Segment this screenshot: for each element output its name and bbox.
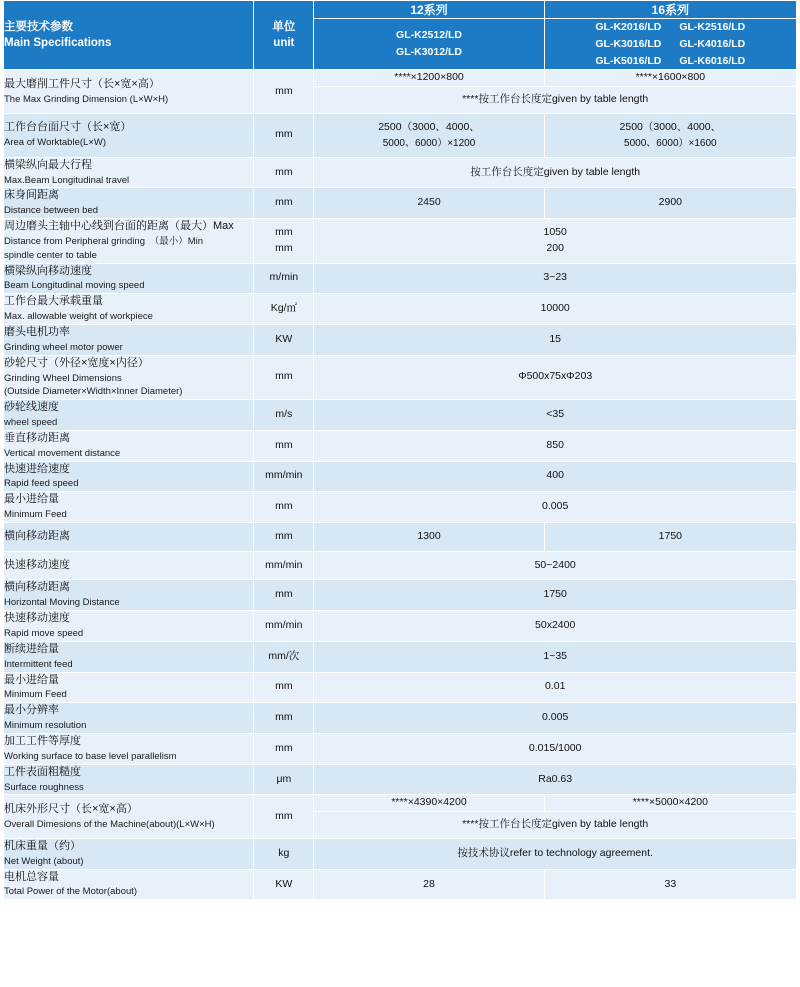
value-cell-shared: 10000 — [314, 294, 797, 325]
model-name: GL-K2016/LD — [595, 21, 662, 33]
parameter-name-cell — [4, 580, 254, 611]
unit-cell: mm — [254, 492, 314, 523]
parameter-name-cell — [4, 324, 254, 355]
parameter-name-cn: 加工工件等厚度 — [4, 734, 81, 747]
value-cell-shared: 0.01 — [314, 672, 797, 703]
value-cell-16-series: 2900 — [544, 188, 796, 219]
parameter-name-cell — [4, 157, 254, 188]
value-cell-12-series: 1300 — [314, 522, 544, 551]
parameter-name-en-2: (Outside Diameter×Width×Inner Diameter) — [4, 386, 183, 398]
value-cell-shared: 50~2400 — [314, 551, 797, 580]
parameter-name-en: Working surface to base level parallelism — [4, 750, 177, 762]
table-row — [4, 355, 797, 399]
unit-cell: mm — [254, 580, 314, 611]
parameter-name-cn: 机床外形尺寸（长×宽×高） — [4, 802, 138, 815]
value-cell-16-series: ****×5000×4200 — [544, 795, 796, 812]
unit-cell: KW — [254, 324, 314, 355]
table-row — [4, 733, 797, 764]
table-row — [4, 157, 797, 188]
parameter-name-cell — [4, 263, 254, 294]
model-name-row — [545, 19, 796, 36]
table-row — [4, 551, 797, 580]
parameter-name-en: Grinding wheel motor power — [4, 341, 123, 353]
unit-cell: mm — [254, 70, 314, 114]
parameter-name-cn: 断续进给量 — [4, 642, 59, 655]
model-name: GL-K3012/LD — [396, 46, 462, 59]
unit-cell: m/s — [254, 400, 314, 431]
header-main-specifications — [4, 1, 254, 70]
value-cell-shared: 按工作台长度定given by table length — [314, 157, 797, 188]
parameter-name-cell — [4, 672, 254, 703]
parameter-name-cell — [4, 430, 254, 461]
model-name: GL-K2512/LD — [396, 29, 462, 42]
unit-cell: μm — [254, 764, 314, 795]
parameter-name-en: Rapid feed speed — [4, 478, 79, 490]
table-row — [4, 461, 797, 492]
parameter-name-cell — [4, 113, 254, 157]
value-line-max: 1050 — [543, 226, 567, 239]
parameter-name-en-2: spindle center to table — [4, 249, 97, 261]
table-row — [4, 324, 797, 355]
value-line-min: 200 — [546, 241, 564, 254]
model-name-row — [545, 53, 796, 70]
table-row — [4, 611, 797, 642]
parameter-name-cn: 横梁纵向最大行程 — [4, 158, 92, 171]
parameter-name-cn: 电机总容量 — [4, 870, 59, 883]
header-param-cn: 主要技术参数 — [4, 20, 73, 33]
parameter-name-en: Distance from Peripheral grinding （最小）Min — [4, 235, 204, 247]
value-cell-shared: 1750 — [314, 580, 797, 611]
parameter-name-en: Minimum Feed — [4, 509, 67, 521]
header-unit-cn: 单位 — [272, 20, 296, 33]
parameter-name-cell — [4, 764, 254, 795]
value-cell-12-series: 28 — [314, 869, 544, 900]
parameter-name-cell — [4, 188, 254, 219]
parameter-name-en: Max.Beam Longitudinal travel — [4, 174, 130, 186]
table-row — [4, 672, 797, 703]
parameter-name-cell — [4, 492, 254, 523]
table-row — [4, 430, 797, 461]
table-row — [4, 703, 797, 734]
parameter-name-en: Rapid move speed — [4, 628, 84, 640]
value-cell-12-series: 2500（3000、4000、 5000、6000）×1200 — [314, 113, 544, 157]
parameter-name-cn: 快速移动速度 — [4, 558, 70, 571]
unit-cell: mm/次 — [254, 641, 314, 672]
value-cell-12-series: ****×4390×4200 — [314, 795, 544, 812]
parameter-name-cell — [4, 522, 254, 551]
model-name: GL-K5016/LD — [595, 54, 662, 67]
parameter-name-en: Max. allowable weight of workpiece — [4, 311, 153, 323]
value-cell-shared — [314, 219, 797, 263]
parameter-name-en: Distance between bed — [4, 205, 99, 217]
value-cell-shared: 50x2400 — [314, 611, 797, 642]
header-unit — [254, 1, 314, 70]
unit-cell: mm — [254, 672, 314, 703]
parameter-name-cell — [4, 294, 254, 325]
table-row — [4, 795, 797, 812]
value-cell-16-series-line2: 5000、6000）×1600 — [624, 137, 717, 149]
unit-cell: kg — [254, 838, 314, 869]
unit-cell: mm — [254, 733, 314, 764]
unit-cell: mm — [254, 522, 314, 551]
table-body — [4, 70, 797, 900]
value-cell-shared: 15 — [314, 324, 797, 355]
unit-cell: mm/min — [254, 611, 314, 642]
unit-cell: mm — [254, 703, 314, 734]
header-models-16 — [544, 19, 796, 70]
parameter-name-cn: 最小进给量 — [4, 673, 59, 686]
parameter-name-cn: 横梁纵向移动速度 — [4, 264, 92, 277]
model-name: GL-K3016/LD — [595, 37, 662, 50]
parameter-name-en: Area of Worktable(L×W) — [4, 137, 106, 149]
value-cell-16-series: 2500（3000、4000、 5000、6000）×1600 — [544, 113, 796, 157]
model-name: GL-K4016/LD — [679, 37, 746, 50]
unit-cell: mm — [254, 355, 314, 399]
table-row — [4, 580, 797, 611]
parameter-name-cn: 机床重量（约） — [4, 839, 81, 852]
parameter-name-cn: 最小分辨率 — [4, 704, 59, 717]
parameter-name-cell — [4, 838, 254, 869]
parameter-name-en: Grinding Wheel Dimensions — [4, 372, 122, 384]
unit-cell: mm/min — [254, 551, 314, 580]
value-cell-12-series-line2: 5000、6000）×1200 — [382, 137, 476, 149]
parameter-name-cn: 最小进给量 — [4, 493, 59, 506]
header-series-12: 12系列 — [314, 1, 544, 19]
unit-cell: mm — [254, 795, 314, 839]
parameter-name-cn: 砂轮尺寸（外径×宽度×内径） — [4, 356, 149, 369]
table-row — [4, 869, 797, 900]
model-name-row — [545, 36, 796, 53]
parameter-name-en: Horizontal Moving Distance — [4, 597, 120, 609]
parameter-name-cn: 横向移动距离 — [4, 529, 70, 542]
value-cell-16-series: 1750 — [544, 522, 796, 551]
parameter-name-cn: 工作台最大承载重量 — [4, 295, 103, 308]
header-models-12 — [314, 19, 544, 70]
unit-cell — [254, 219, 314, 263]
parameter-name-cn: 砂轮线速度 — [4, 401, 59, 414]
table-row — [4, 113, 797, 157]
unit-cell: mm — [254, 188, 314, 219]
parameter-name-cell — [4, 551, 254, 580]
table-row — [4, 522, 797, 551]
value-cell-shared: 按技术协议refer to technology agreement. — [314, 838, 797, 869]
specifications-table — [3, 0, 797, 900]
model-name-row — [314, 27, 543, 44]
unit-cell: mm — [254, 157, 314, 188]
unit-cell: KW — [254, 869, 314, 900]
value-cell-shared: 0.005 — [314, 492, 797, 523]
unit-cell: mm — [254, 430, 314, 461]
parameter-name-en: Minimum Feed — [4, 689, 67, 701]
unit-cell: Kg/㎡ — [254, 294, 314, 325]
model-name: GL-K6016/LD — [679, 54, 746, 67]
header-row-titles — [4, 1, 797, 19]
parameter-name-cell — [4, 611, 254, 642]
parameter-name-cn: 最大磨削工件尺寸（长×宽×高） — [4, 77, 160, 90]
unit-cell: mm/min — [254, 461, 314, 492]
value-cell-shared: 0.015/1000 — [314, 733, 797, 764]
parameter-name-cn: 快速进给速度 — [4, 462, 70, 475]
header-param-en: Main Specifications — [4, 37, 112, 50]
parameter-name-cell — [4, 355, 254, 399]
table-row — [4, 70, 797, 87]
parameter-name-cn: 周边磨头主轴中心线到台面的距离（最大）Max — [4, 220, 234, 233]
unit-value: mm — [275, 226, 293, 239]
parameter-name-cn: 工件表面粗糙度 — [4, 765, 81, 778]
model-name: GL-K2516/LD — [679, 21, 746, 33]
parameter-name-cn: 磨头电机功率 — [4, 325, 70, 338]
header-unit-en: unit — [273, 37, 295, 50]
unit-value-2: mm — [275, 241, 293, 254]
parameter-name-en: The Max Grinding Dimension (L×W×H) — [4, 93, 169, 105]
parameter-name-en: Total Power of the Motor(about) — [4, 886, 138, 898]
value-note: ****按工作台长度定given by table length — [314, 87, 797, 114]
parameter-name-en: Minimum resolution — [4, 720, 87, 732]
value-cell-shared: 1~35 — [314, 641, 797, 672]
parameter-name-cell — [4, 219, 254, 263]
value-note: ****按工作台长度定given by table length — [314, 812, 797, 839]
value-cell-shared: <35 — [314, 400, 797, 431]
table-row — [4, 764, 797, 795]
table-row — [4, 263, 797, 294]
parameter-name-cell — [4, 400, 254, 431]
unit-cell: m/min — [254, 263, 314, 294]
table-header — [4, 1, 797, 70]
parameter-name-en: Intermittent feed — [4, 658, 73, 670]
parameter-name-cell — [4, 70, 254, 114]
parameter-name-en: Beam Longitudinal moving speed — [4, 280, 145, 292]
value-cell-shared: 850 — [314, 430, 797, 461]
value-cell-12-series: ****×1200×800 — [314, 70, 544, 87]
unit-cell: mm — [254, 113, 314, 157]
parameter-name-cn: 床身间距离 — [4, 189, 59, 202]
parameter-name-cell — [4, 795, 254, 839]
parameter-name-cn: 垂直移动距离 — [4, 431, 70, 444]
table-row — [4, 294, 797, 325]
parameter-name-en: Vertical movement distance — [4, 447, 121, 459]
parameter-name-en: wheel speed — [4, 417, 58, 429]
model-name-row — [314, 44, 543, 61]
value-cell-shared: Ra0.63 — [314, 764, 797, 795]
value-cell-shared: 400 — [314, 461, 797, 492]
value-cell-16-series: 33 — [544, 869, 796, 900]
value-cell-shared: Φ500x75xΦ203 — [314, 355, 797, 399]
table-row — [4, 492, 797, 523]
table-row — [4, 641, 797, 672]
parameter-name-cn: 工作台台面尺寸（长×宽） — [4, 121, 132, 134]
parameter-name-cell — [4, 461, 254, 492]
parameter-name-cell — [4, 733, 254, 764]
header-series-16: 16系列 — [544, 1, 796, 19]
table-row — [4, 400, 797, 431]
table-row — [4, 188, 797, 219]
parameter-name-en: Surface roughness — [4, 781, 84, 793]
parameter-name-en: Overall Dimesions of the Machine(about)(L×W×H) — [4, 818, 215, 830]
parameter-name-cn: 横向移动距离 — [4, 581, 70, 594]
table-row — [4, 219, 797, 263]
parameter-name-cn: 快速移动速度 — [4, 612, 70, 625]
value-cell-12-series: 2450 — [314, 188, 544, 219]
parameter-name-cell — [4, 703, 254, 734]
parameter-name-cell — [4, 869, 254, 900]
parameter-name-en: Net Weight (about) — [4, 855, 84, 867]
value-cell-shared: 0.005 — [314, 703, 797, 734]
parameter-name-cell — [4, 641, 254, 672]
table-row — [4, 838, 797, 869]
value-cell-16-series: ****×1600×800 — [544, 70, 796, 87]
value-cell-shared: 3~23 — [314, 263, 797, 294]
